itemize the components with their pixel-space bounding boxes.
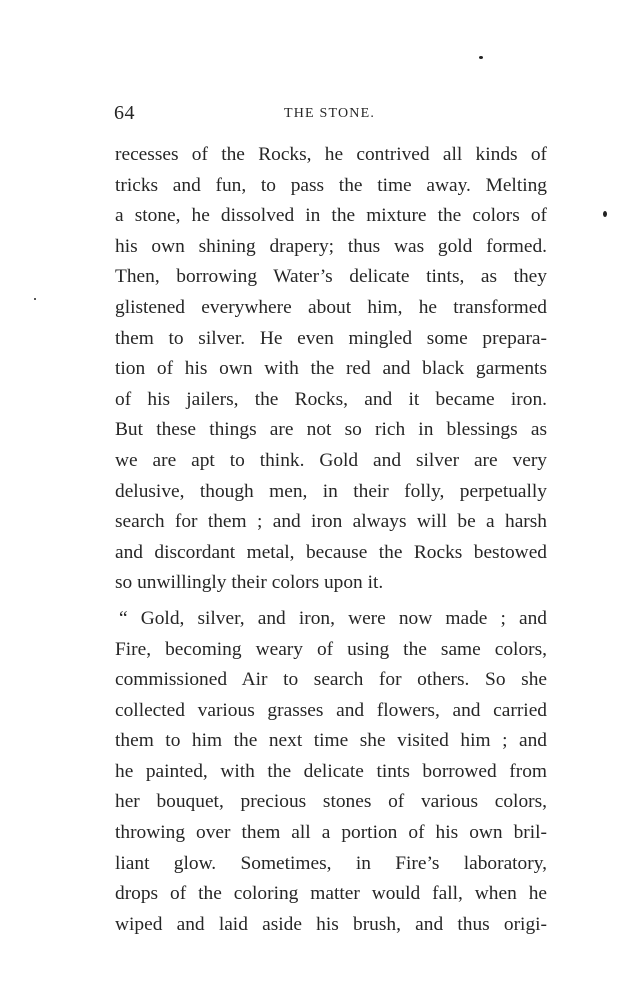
ink-speck [34,298,36,300]
text-line: search for them ; and iron always will be a harsh [115,511,547,533]
text-line: he painted, with the delicate tints borrowed from [115,760,547,782]
paragraph [115,604,547,941]
text-line: delusive, though men, in their folly, perpetually [115,480,547,502]
text-line: “ Gold, silver, and iron, were now made ; and [119,607,547,629]
text-line: them to him the next time she visited him ; and [115,730,547,752]
text-line: tricks and fun, to pass the time away. Melting [115,174,547,196]
text-line: collected various grasses and flowers, and carried [115,699,547,721]
text-line: and discordant metal, because the Rocks bestowed [115,541,547,563]
text-line: his own shining drapery; thus was gold formed. [115,235,547,257]
running-title: THE STONE. [284,106,376,121]
text-line: Fire, becoming weary of using the same colors, [115,638,547,660]
body-text [115,140,547,940]
text-line: commissioned Air to search for others. So she [115,669,547,691]
text-line: liant glow. Sometimes, in Fire’s laboratory, [115,852,547,874]
paragraph [115,140,547,599]
text-line: tion of his own with the red and black garments [115,358,547,380]
text-line: her bouquet, precious stones of various colors, [115,791,547,813]
text-line: glistened everywhere about him, he transformed [115,296,547,318]
page-header [114,102,546,132]
text-line: them to silver. He even mingled some prepara- [115,327,547,349]
ink-speck [603,211,607,217]
text-line: recesses of the Rocks, he contrived all kinds of [115,144,547,165]
page-number: 64 [114,102,135,124]
text-line: wiped and laid aside his brush, and thus origi- [115,913,547,935]
text-line: a stone, he dissolved in the mixture the colors of [115,205,547,227]
text-line: of his jailers, the Rocks, and it became iron. [115,388,547,410]
text-line: But these things are not so rich in blessings as [115,419,547,441]
text-line: so unwillingly their colors upon it. [115,572,384,594]
text-line: throwing over them all a portion of his own bril- [115,822,547,844]
ink-speck [479,56,483,59]
text-line: we are apt to think. Gold and silver are very [115,449,547,471]
text-line: drops of the coloring matter would fall, when he [115,883,547,905]
text-line: Then, borrowing Water’s delicate tints, as they [115,266,547,288]
